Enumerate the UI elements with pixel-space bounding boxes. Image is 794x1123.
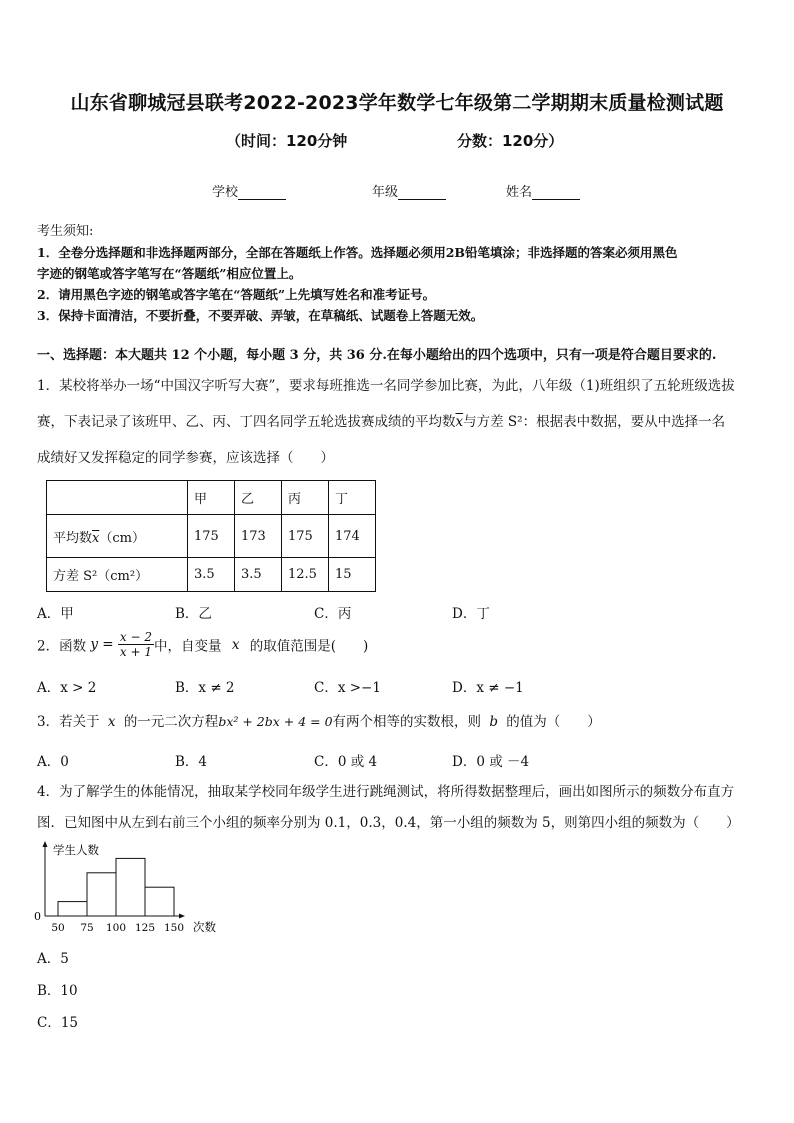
histogram-bars (58, 858, 174, 916)
x-tick-label: 50 (51, 922, 65, 934)
q2-suffix: 中，自变量 (154, 638, 222, 655)
table-header-row (47, 481, 376, 515)
histogram-bar (116, 858, 145, 916)
frequency-histogram (30, 838, 230, 938)
x-tick-label: 75 (80, 922, 94, 934)
table-cell: 15 (329, 558, 376, 592)
table-cell: 175 (282, 515, 329, 558)
notice-heading: 考生须知: (37, 224, 94, 239)
q3-suffix: 有两个相等的实数根，则 (332, 714, 482, 730)
page-title: 山东省聊城冠县联考2022-2023学年数学七年级第二学期期末质量检测试题 (70, 92, 724, 114)
q4-option-c[interactable]: C．15 (37, 1015, 79, 1031)
table-cell: 173 (235, 515, 282, 558)
q4-option-a[interactable]: A．5 (37, 951, 69, 967)
table-cell: 175 (188, 515, 235, 558)
table-header-cell (47, 481, 188, 515)
q2-suffix-2: 的取值范围是( ) (249, 638, 369, 655)
x-tick-label: 150 (163, 922, 185, 934)
q1-line-2 (37, 410, 725, 430)
notice-item-1-line-1: 1．全卷分选择题和非选择题两部分，全部在答题纸上作答。选择题必须用2B铅笔填涂；非选择题的答案必须用黑色 (37, 245, 678, 260)
y-axis-label: 学生人数 (53, 843, 99, 857)
table-header-cell: 丙 (282, 481, 329, 515)
q2-numerator: x − 2 (119, 630, 153, 644)
y-axis-arrow-icon (43, 841, 48, 847)
grade-field (372, 181, 446, 200)
q4-option-b[interactable]: B．10 (37, 983, 78, 999)
exam-time: （时间：120分钟 (226, 132, 348, 150)
q1-line-3: 成绩好又发挥稳定的同学参赛，应该选择（ ） (37, 450, 334, 466)
q2-prefix: 2．函数 (37, 638, 87, 655)
table-cell: 174 (329, 515, 376, 558)
section-1-heading: 一、选择题：本大题共 12 个小题，每小题 3 分，共 36 分.在每小题给出的四个选项中，只有一项是符合题目要求的. (37, 348, 717, 363)
mean-label: 平均数 (53, 530, 93, 546)
notice-item-3: 3．保持卡面清洁，不要折叠，不要弄破、弄皱，在草稿纸、试题卷上答题无效。 (37, 308, 484, 323)
q1-option-d[interactable]: D．丁 (452, 606, 490, 622)
q1-line-2b: 与方差 S²：根据表中数据，要从中选择一名 (463, 414, 726, 430)
q2-stem (37, 630, 368, 668)
q3-option-d[interactable]: D．0 或 －4 (452, 754, 530, 770)
school-blank (238, 186, 286, 200)
q1-line-1: 1．某校将举办一场“中国汉字听写大赛”，要求每班推选一名同学参加比赛，为此，八年级（1)班组织了五轮班级选拔 (37, 378, 735, 394)
q2-option-b[interactable]: B．x ≠ 2 (175, 680, 235, 696)
x-tick-label: 100 (105, 922, 127, 934)
name-label: 姓名 (506, 185, 533, 200)
q2-y: y = (90, 636, 114, 653)
exam-score: 分数：120分） (457, 132, 564, 150)
x-axis-label: 次数 (193, 920, 216, 934)
table-cell: 3.5 (235, 558, 282, 592)
q3-option-c[interactable]: C．0 或 4 (314, 754, 378, 770)
table-cell: 3.5 (188, 558, 235, 592)
notice-item-2: 2．请用黑色字迹的钢笔或答字笔在“答题纸”上先填写姓名和准考证号。 (37, 287, 436, 302)
q2-denominator: x + 1 (119, 645, 153, 659)
school-field (212, 181, 286, 200)
x-bar-symbol: $\overline{x}$ (455, 414, 464, 430)
origin-label: 0 (34, 910, 41, 923)
table-cell: 12.5 (282, 558, 329, 592)
score-table (46, 480, 376, 592)
school-label: 学校 (212, 185, 239, 200)
q2-option-a[interactable]: A．x > 2 (37, 680, 97, 696)
histogram-ticks (51, 922, 184, 934)
table-row-label (47, 515, 188, 558)
grade-blank (398, 186, 446, 200)
table-header-cell: 丁 (329, 481, 376, 515)
table-row (47, 515, 376, 558)
name-field (506, 181, 580, 200)
name-blank (532, 186, 580, 200)
q1-option-b[interactable]: B．乙 (175, 606, 212, 622)
table-header-cell: 乙 (235, 481, 282, 515)
q3-suffix-2: 的值为（ ） (506, 714, 601, 730)
q2-option-c[interactable]: C．x >−1 (314, 680, 381, 696)
table-row-label: 方差 S²（cm²） (47, 558, 188, 592)
q1-line-2a: 赛，下表记录了该班甲、乙、丙、丁四名同学五轮选拔赛成绩的平均数 (37, 414, 456, 430)
x-bar-symbol: $\overline{x}$ (92, 530, 100, 546)
q3-stem (37, 710, 601, 730)
q2-fraction (118, 630, 154, 659)
grade-label: 年级 (372, 185, 399, 200)
q3-var-b: b (489, 714, 498, 730)
q2-option-d[interactable]: D．x ≠ −1 (452, 680, 524, 696)
q1-option-a[interactable]: A．甲 (37, 606, 74, 622)
q4-line-1: 4．为了解学生的体能情况，抽取某学校同年级学生进行跳绳测试，将所得数据整理后，画出如图所示的频数分布直方 (37, 784, 735, 800)
q2-var: x (231, 636, 240, 653)
histogram-bar (87, 873, 116, 916)
histogram-bar (58, 902, 87, 916)
q3-equation: bx² + 2bx + 4 = 0 (218, 714, 333, 729)
x-tick-label: 125 (134, 922, 156, 934)
table-header-cell: 甲 (188, 481, 235, 515)
q1-option-c[interactable]: C．丙 (314, 606, 352, 622)
q3-option-b[interactable]: B．4 (175, 754, 208, 770)
q4-line-2: 图．已知图中从左到右前三个小组的频率分别为 0.1，0.3，0.4，第一小组的频数为 5，则第四小组的频数为（ ） (37, 815, 740, 831)
histogram-bar (145, 887, 174, 916)
q3-mid: 的一元二次方程 (123, 714, 219, 730)
q3-prefix: 3．若关于 (37, 714, 100, 730)
table-row (47, 558, 376, 592)
notice-item-1-line-2: 字迹的钢笔或答字笔写在“答题纸”相应位置上。 (37, 266, 302, 281)
x-axis-arrow-icon (179, 914, 185, 919)
q3-option-a[interactable]: A．0 (37, 754, 69, 770)
q3-var: x (107, 714, 116, 730)
mean-unit: （cm） (99, 530, 145, 546)
